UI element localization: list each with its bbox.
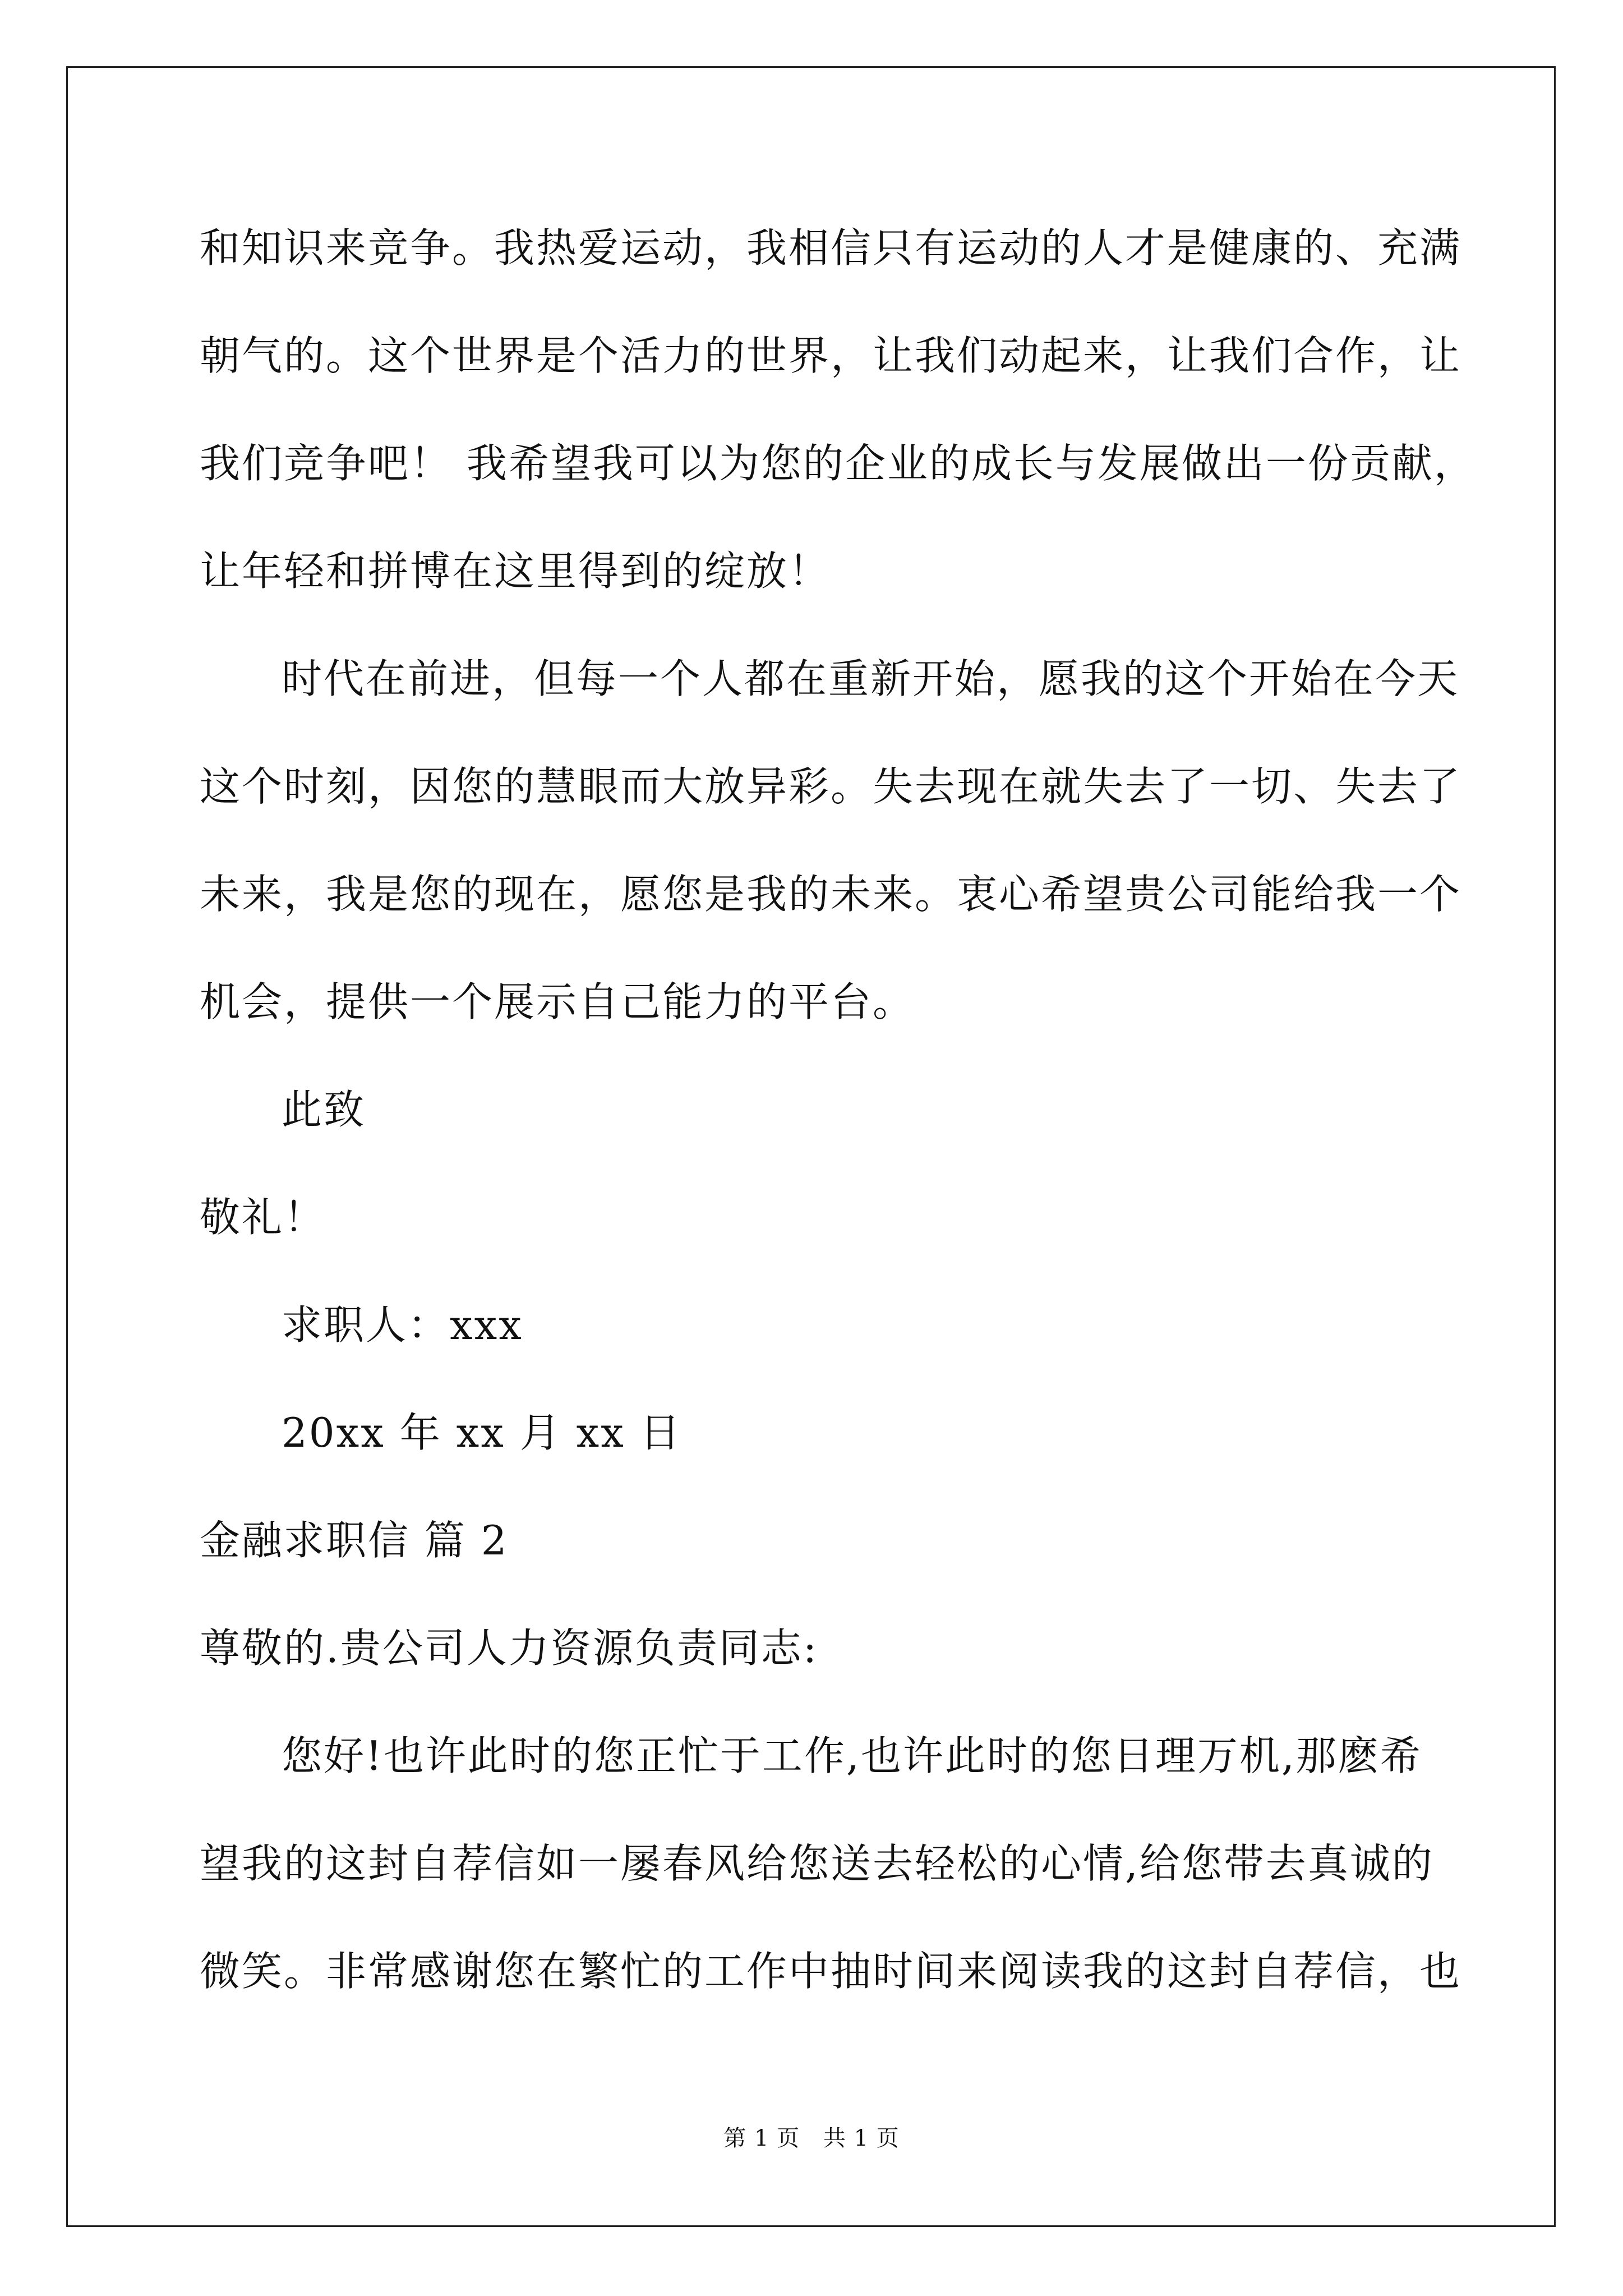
greeting-line: 尊敬的.贵公司人力资源负责同志: [200,1625,819,1672]
body-line: 和知识来竞争。我热爱运动，我相信只有运动的人才是健康的、充满 [200,224,1462,272]
body-line: 机会，提供一个展示自己能力的平台。 [200,978,915,1025]
paragraph-first-line: 时代在前进，但每一个人都在重新开始，愿我的这个开始在今天 [282,655,1460,702]
body-line: 望我的这封自荐信如一屡春风给您送去轻松的心情,给您带去真诚的 [200,1840,1434,1887]
page-total: 共 1 页 [823,2125,900,2151]
date-line: 20xx 年 xx 月 xx 日 [282,1409,682,1456]
section-title: 金融求职信 篇 2 [200,1517,509,1564]
body-line: 我们竞争吧！ 我希望我可以为您的企业的成长与发展做出一份贡献， [200,440,1476,487]
page-border [66,66,1556,2227]
body-line: 未来，我是您的现在，愿您是我的未来。衷心希望贵公司能给我一个 [200,871,1462,918]
body-line: 让年轻和拼博在这里得到的绽放！ [200,547,831,595]
page-footer [0,2127,1623,2150]
body-line: 朝气的。这个世界是个活力的世界，让我们动起来，让我们合作，让 [200,332,1462,379]
signature-line: 求职人：xxx [282,1301,523,1349]
body-line: 微笑。非常感谢您在繁忙的工作中抽时间来阅读我的这封自荐信，也 [200,1948,1462,1995]
page-number: 第 1 页 [723,2125,800,2151]
paragraph-first-line: 您好!也许此时的您正忙于工作,也许此时的您日理万机,那麽希 [282,1732,1422,1779]
closing-line: 此致 [282,1086,366,1133]
body-line: 这个时刻，因您的慧眼而大放异彩。失去现在就失去了一切、失去了 [200,763,1462,810]
salutation-line: 敬礼！ [200,1194,326,1241]
